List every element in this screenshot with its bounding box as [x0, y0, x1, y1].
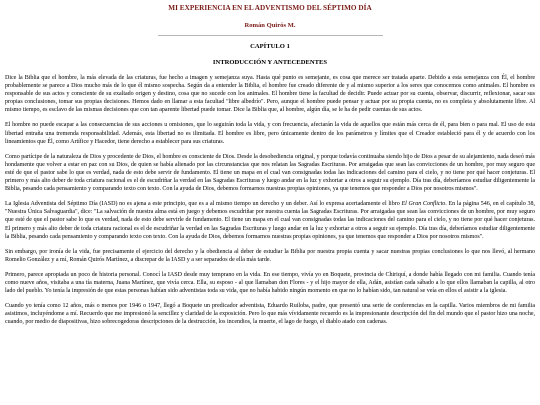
paragraph-2: El hombre no puede escapar a las consecuencias de sus acciones u omisiones, que lo seguirán toda la vida, y con frecuencia, afectarán la vida de aquellos que están más cerca de él, para bien o para mal. El uso de esta libertad entraña una tremenda responsabilidad. Además, esta libertad no es ilimitada. El hombre es libre, pero únicamente dentro de los parámetros y límites que el Creador estableció para él y de acuerdo con los lineamientos que Él, como Artífice y Hacedor, tiene derecho a establecer para sus criaturas. — [5, 122, 535, 145]
paragraph-1: Dice la Biblia que el hombre, la más elevada de las criaturas, fue hecho a imagen y semejanza suya. Hasta qué punto es semejante, es cosa que merece ser tratada aparte. Debido a esta semejanza con Él, el hombre probablemente se parece a Dios mucho más de lo que él mismo sospecha. Según da a entender la Biblia, el hombre fue creado diferente de y al mismo superior a los seres que conocemos como animales. El hombre es responsable de sus actos y consciente de su exaltado origen y destino, cosa que no sucede con los animales. El hombre tiene la facultad de decidir. Puede actuar por su cuenta, observar, discurrir, reflexionar, sacar sus propias conclusiones, tomar sus propias decisiones. Hemos dado en llamar a esta facultad "libre albedrío". Pero, aunque el hombre puede pensar y actuar por su propia cuenta, no es completa y absolutamente libre. Al mismo tiempo, es esclavo de las mismas decisiones que con tan aparente libertad puede tomar. Dice la Biblia que, al hombre, algún día, se le ha de pedir cuentas de sus actos. — [5, 75, 535, 114]
paragraph-4-rest: . En la página 546, en el capítulo 38, "Nuestra Única Salvaguardia", dice: "La salvación de nuestra alma está en juego y debemos escudriñar por nuestra cuenta las Sagradas Escrituras. Por arraigadas que sean las convicciones de un hombre, por muy seguro que esté de que el pastor sabe lo que es verdad, nada de esto debe servirle de fundamento. El tiene un mapa en el cual van consignadas todas las indicaciones del camino para el cielo, y no tiene por qué hacer conjeturas. El primero y más alto deber de toda criatura racional es el de escudriñar la verdad en las Sagradas Escrituras y luego andar en la luz y exhortar a otros a seguir su ejemplo. Día tras día, deberíamos estudiar diligentemente la Biblia, pesando cada pensamiento y comparando texto con texto. Con la ayuda de Dios, debemos formarnos nuestras propias opiniones, ya que tenemos que responder a Dios por nosotros mismos". — [5, 201, 535, 240]
paragraph-5: Sin embargo, por ironía de la vida, fue precisamente el ejercicio del derecho y la obediencia al deber de estudiar la Biblia por nuestra propia cuenta y sacar nuestras propias conclusiones lo que nos llevó, al hermano Romelio González y a mí, Román Quirós Martínez, a discrepar de la IASD y a ser separados de ella más tarde. — [5, 248, 535, 263]
paragraph-4-lead: La Iglesia Adventista del Séptimo Día (IASD) no es ajena a este principio, que es a al mismo tiempo un derecho y un deber. Así lo expresa acertadamente el libro — [5, 201, 402, 208]
paragraph-6: Primero, parece apropiada un poco de historia personal. Conocí la IASD desde muy temprano en la vida. En ese tiempo, vivía yo en Boquete, provincia de Chiriquí, a donde había llegado con mi familia. Cuando tenía como nueve años, visitaba a una tía materna, Juana Martínez, que vivía cerca. Ella, su esposo - al que llamaban don Flores - y el hijo mayor de ella, Adán, asistían cada sábado a lo que ellos llamaban la capilla, al otro lado del pueblo. Yo tenía la impresión de que estas personas habían sido adventistas toda su vida, que no había habido ningún momento en que no lo habían sido, tan natural se veía en ellos el asistir a la iglesia. — [5, 271, 535, 295]
paragraph-3: Como partícipe de la naturaleza de Dios y procedente de Dios, el hombre es consciente de Dios. Desde la desobediencia original, y porque todavía continuaba siendo hijo de Dios a pesar de su alejamiento, nada deseó más hondamente que volver a estar en paz con su Dios, de quien se había alienado por las circunstancias que nos relatan las Sagradas Escrituras. Por arraigadas que sean las convicciones de un hombre, por muy seguro que esté de que el pastor sabe lo que es verdad, nada de esto debe servir de fundamento. El tiene un mapa en el cual van consignadas todas las indicaciones del camino para el cielo, y no tiene por qué hacer conjeturas. El primero y más alto deber de toda criatura racional es el de escudriñar la verdad en las Sagradas Escrituras y luego andar en la luz y exhortar a otros a seguir su ejemplo. Día tras día, deberíamos estudiar diligentemente la Biblia, pesando cada pensamiento y comparando texto con texto. Con la ayuda de Dios, debemos formarnos nuestras propias opiniones, ya que tenemos que responder a Dios por nosotros mismos". — [5, 153, 535, 193]
paragraph-4 — [5, 200, 535, 240]
chapter-title: INTRODUCCIÓN Y ANTECEDENTES — [212, 59, 328, 66]
title-divider — [158, 35, 383, 36]
document-author: Román Quirós M. — [244, 22, 296, 29]
chapter-number: CAPÍTULO 1 — [250, 43, 290, 50]
book-title-citation: El Gran Conflicto — [401, 201, 446, 208]
document-title: MI EXPERIENCIA EN EL ADVENTISMO DEL SÉPTIMO DÍA — [168, 4, 372, 12]
paragraph-7: Cuando yo tenía como 12 años, más o menos por 1946 o 1947, llegó a Boquete un predicador adventista, Eduardo Ruiloba, padre, que presentó una serie de conferencias en la capilla. Varios miembros de mi familia asistimos, incluyéndome a mí. Recuerdo que me impresionó la sencillez y claridad de la exposición. Pero lo que más vívidamente recuerdo es la impresionante descripción del fin del mundo que el pastor hizo una noche, cuando, por medio de diapositivas, hizo sobrecogedoras descripciones de la destrucción, los incendios, la muerte, el lago de fuego, el diablo atado con cadenas. — [5, 303, 535, 326]
document-body — [5, 74, 535, 326]
